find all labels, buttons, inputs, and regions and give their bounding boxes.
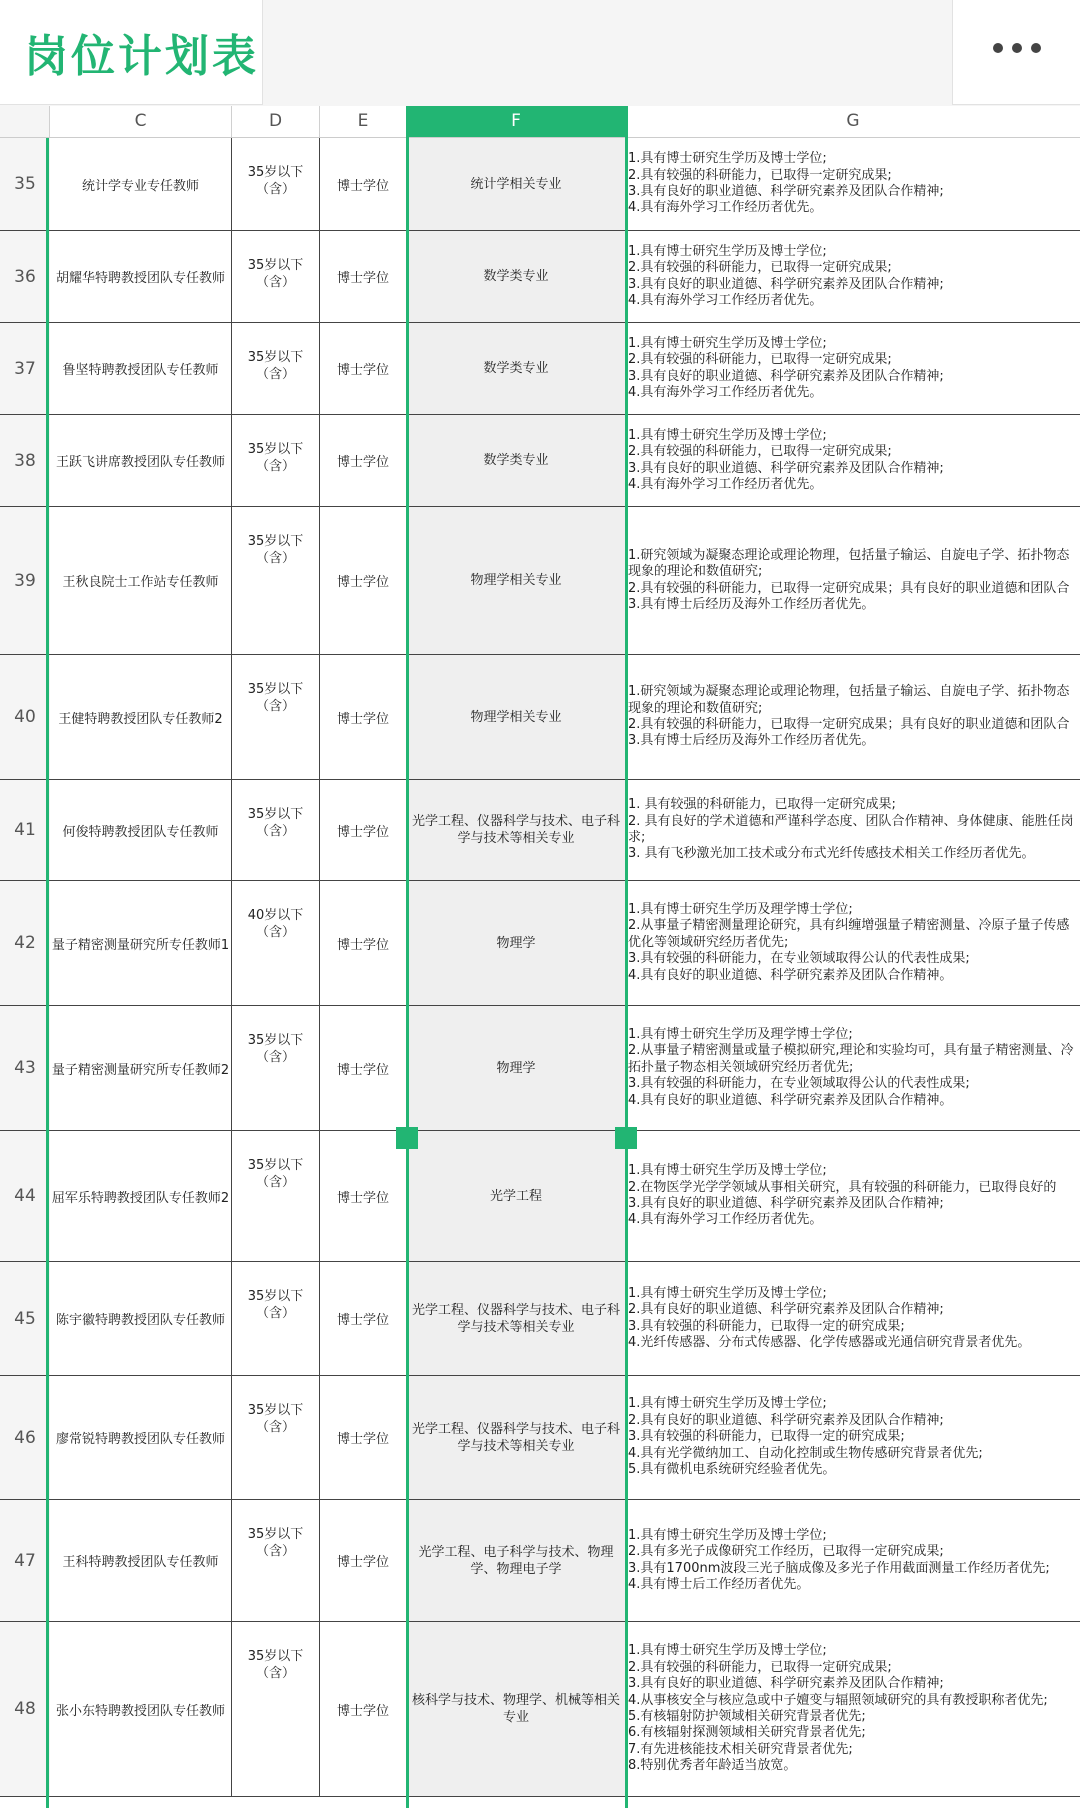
row-number[interactable]: 45 [0,1262,50,1375]
cell-position[interactable]: 王秋良院士工作站专任教师 [50,507,232,654]
more-icon [1031,43,1041,53]
requirements-text: 1.具有博士研究生学历及博士学位; 2.具有较强的科研能力，已取得一定研究成果; 3.具有良好的职业道德、科学研究素养及团队合作精神; 4.具有海外学习工作经历者优先。 [628,151,944,216]
requirements-text: 1.具有博士研究生学历及博士学位; 2.在物医学光学学领域从事相关研究，具有较强的科研能力，已取得良好的 3.具有良好的职业道德、科学研究素养及团队合作精神; 4.具有海外学习工作经历者优先。 [628,1163,1057,1228]
top-bar [0,0,1080,106]
cell-degree[interactable]: 博士学位 [320,231,407,322]
requirements-text: 1.具有博士研究生学历及博士学位; 2.具有多光子成像研究工作经历，已取得一定研究成果; 3.具有1700nm波段三光子脑成像及多光子作用截面测量工作经历者优先; 4.具有博士后工作经历者优先。 [628,1527,1050,1592]
cell-major[interactable]: 光学工程、电子科学与技术、物理学、物理电子学 [407,1500,626,1621]
requirements-text: 1.研究领域为凝聚态理论或理论物理，包括量子输运、自旋电子学、拓扑物态 现象的理论和数值研究; 2.具有较强的科研能力，已取得一定研究成果；具有良好的职业道德和团队合 3.具有博士后经历及海外工作经历者优先。 [628,684,1070,749]
row-number[interactable]: 44 [0,1131,50,1261]
requirements-text: 1.具有博士研究生学历及博士学位; 2.具有较强的科研能力，已取得一定研究成果; 3.具有良好的职业道德、科学研究素养及团队合作精神; 4.从事核安全与核应急或中子嬗变与辐照领域研究的具有教授职称者优先; 5.有核辐射防护领域相关研究背景者优先; 6.有核辐射探测领域相关研究背景者优先; 7.有先进核能技术相关研究背景者优先; 8.特别优秀者年龄适当放宽。 [628,1643,1048,1774]
cell-position[interactable]: 张小东特聘教授团队专任教师 [50,1622,232,1796]
row-number[interactable]: 39 [0,507,50,654]
table-row[interactable] [0,415,1080,507]
cell-position[interactable]: 陈宇徽特聘教授团队专任教师 [50,1262,232,1375]
table-row[interactable] [0,231,1080,323]
table-row[interactable] [0,1500,1080,1622]
cell-major[interactable]: 统计学相关专业 [407,138,626,230]
column-header-e[interactable]: E [320,106,407,137]
cell-degree[interactable]: 博士学位 [320,1622,407,1796]
sheet-title: 岗位计划表 [24,31,259,82]
cell-major[interactable]: 物理学 [407,881,626,1005]
column-header-g[interactable]: G [846,111,860,131]
cell-position[interactable]: 王跃飞讲席教授团队专任教师 [50,415,232,506]
row-number[interactable]: 47 [0,1500,50,1621]
more-icon [993,43,1003,53]
requirements-text: 1.具有博士研究生学历及博士学位; 2.具有较强的科研能力，已取得一定研究成果; 3.具有良好的职业道德、科学研究素养及团队合作精神; 4.具有海外学习工作经历者优先。 [628,335,944,400]
cell-age[interactable]: 35岁以下（含） [232,323,320,414]
more-icon [1012,43,1022,53]
cell-requirements[interactable] [626,1006,1080,1130]
cell-requirements[interactable] [626,415,1080,506]
cell-degree[interactable]: 博士学位 [320,1006,407,1130]
corner-cell[interactable] [0,106,50,137]
cell-age[interactable]: 35岁以下（含） [232,1131,320,1261]
cell-major[interactable]: 物理学相关专业 [407,507,626,654]
table-row[interactable] [0,1622,1080,1797]
cell-age[interactable]: 35岁以下（含） [232,1500,320,1621]
cell-position[interactable]: 王健特聘教授团队专任教师2 [50,655,232,779]
row-number[interactable]: 36 [0,231,50,322]
table-row[interactable] [0,1131,1080,1262]
cell-major[interactable]: 核科学与技术、物理学、机械等相关专业 [407,1622,626,1796]
cell-age[interactable]: 35岁以下（含） [232,655,320,779]
cell-degree[interactable]: 博士学位 [320,507,407,654]
cell-degree[interactable]: 博士学位 [320,1376,407,1499]
table-row[interactable] [0,507,1080,655]
cell-age[interactable]: 35岁以下（含） [232,1262,320,1375]
cell-age[interactable]: 35岁以下（含） [232,231,320,322]
row-number[interactable]: 41 [0,780,50,880]
selection-handle-right[interactable] [615,1127,637,1149]
column-header-bar [0,106,1080,138]
cell-position[interactable]: 量子精密测量研究所专任教师1 [50,881,232,1005]
cell-age[interactable]: 35岁以下（含） [232,1622,320,1796]
cell-age[interactable]: 35岁以下（含） [232,1376,320,1499]
table-row[interactable] [0,881,1080,1006]
table-row[interactable] [0,780,1080,881]
cell-degree[interactable]: 博士学位 [320,655,407,779]
cell-requirements[interactable] [626,138,1080,230]
row-number[interactable]: 35 [0,138,50,230]
requirements-text: 1.具有博士研究生学历及理学博士学位; 2.从事量子精密测量理论研究，具有纠缠增强量子精密测量、冷原子量子传感 优化等领域研究经历者优先; 3.具有较强的科研能力，在专业领域取得公认的代表性成果; 4.具有良好的职业道德、科学研究素养及团队合作精神。 [628,901,1070,983]
cell-age[interactable]: 35岁以下（含） [232,507,320,654]
requirements-text: 1.具有博士研究生学历及博士学位; 2.具有良好的职业道德、科学研究素养及团队合作精神; 3.具有较强的科研能力，已取得一定的研究成果; 4.具有光学微纳加工、自动化控制或生物传感研究背景者优先; 5.具有微机电系统研究经验者优先。 [628,1396,983,1478]
cell-requirements[interactable] [626,231,1080,322]
row-number[interactable]: 43 [0,1006,50,1130]
cell-age[interactable]: 40岁以下（含） [232,881,320,1005]
cell-major[interactable]: 光学工程 [407,1131,626,1261]
cell-position[interactable]: 统计学专业专任教师 [50,138,232,230]
cell-position[interactable]: 胡耀华特聘教授团队专任教师 [50,231,232,322]
cell-requirements[interactable] [626,507,1080,654]
column-header-d[interactable]: D [232,106,320,137]
cell-age[interactable]: 35岁以下（含） [232,780,320,880]
cell-position[interactable]: 王科特聘教授团队专任教师 [50,1500,232,1621]
requirements-text: 1.具有博士研究生学历及博士学位; 2.具有较强的科研能力，已取得一定研究成果; 3.具有良好的职业道德、科学研究素养及团队合作精神; 4.具有海外学习工作经历者优先。 [628,243,944,308]
row-number[interactable]: 37 [0,323,50,414]
table-row[interactable] [0,138,1080,231]
cell-major[interactable]: 物理学 [407,1006,626,1130]
row-number[interactable]: 40 [0,655,50,779]
cell-position[interactable]: 屈军乐特聘教授团队专任教师2 [50,1131,232,1261]
requirements-text: 1.研究领域为凝聚态理论或理论物理，包括量子输运、自旋电子学、拓扑物态 现象的理论和数值研究; 2.具有较强的科研能力，已取得一定研究成果；具有良好的职业道德和团队合 3.具有博士后经历及海外工作经历者优先。 [628,547,1070,612]
selection-border-f-left [406,106,409,1808]
cell-major[interactable]: 物理学相关专业 [407,655,626,779]
cell-degree[interactable]: 博士学位 [320,138,407,230]
cell-requirements[interactable] [626,655,1080,779]
cell-age[interactable]: 35岁以下（含） [232,1006,320,1130]
cell-degree[interactable]: 博士学位 [320,780,407,880]
requirements-text: 1.具有博士研究生学历及博士学位; 2.具有较强的科研能力，已取得一定研究成果; 3.具有良好的职业道德、科学研究素养及团队合作精神; 4.具有海外学习工作经历者优先。 [628,427,944,492]
row-number[interactable]: 38 [0,415,50,506]
selection-border-left [46,138,49,1808]
cell-requirements[interactable] [626,1622,1080,1796]
requirements-text: 1. 具有较强的科研能力，已取得一定研究成果; 2. 具有良好的学术道德和严谨科学态度、团队合作精神、身体健康、能胜任岗 求; 3. 具有飞秒激光加工技术或分布式光纤传感技术相关工作经历者优先。 [628,797,1074,862]
table-row[interactable] [0,655,1080,780]
more-menu-button[interactable] [952,0,1080,105]
spreadsheet-grid[interactable] [0,138,1080,1808]
cell-major[interactable]: 光学工程、仪器科学与技术、电子科学与技术等相关专业 [407,1376,626,1499]
table-row[interactable] [0,1376,1080,1500]
row-number[interactable]: 46 [0,1376,50,1499]
cell-position[interactable]: 何俊特聘教授团队专任教师 [50,780,232,880]
title-tab[interactable] [0,0,263,105]
row-number[interactable]: 42 [0,881,50,1005]
column-header-f[interactable]: F [407,106,626,137]
cell-position[interactable]: 鲁坚特聘教授团队专任教师 [50,323,232,414]
cell-degree[interactable]: 博士学位 [320,323,407,414]
table-row[interactable] [0,1006,1080,1131]
cell-requirements[interactable] [626,1376,1080,1499]
cell-age[interactable]: 35岁以下（含） [232,415,320,506]
cell-major[interactable]: 数学类专业 [407,323,626,414]
selection-border-f-right [625,106,628,1808]
cell-major[interactable]: 光学工程、仪器科学与技术、电子科学与技术等相关专业 [407,1262,626,1375]
requirements-text: 1.具有博士研究生学历及理学博士学位; 2.从事量子精密测量或量子模拟研究,理论和实验均可，具有量子精密测量、冷 拓扑量子物态相关领域研究经历者优先; 3.具有较强的科研能力，在专业领域取得公认的代表性成果; 4.具有良好的职业道德、科学研究素养及团队合作精神。 [628,1026,1074,1108]
cell-major[interactable]: 光学工程、仪器科学与技术、电子科学与技术等相关专业 [407,780,626,880]
cell-major[interactable]: 数学类专业 [407,415,626,506]
cell-age[interactable]: 35岁以下（含） [232,138,320,230]
column-header-c[interactable]: C [50,106,232,137]
cell-major[interactable]: 数学类专业 [407,231,626,322]
table-row[interactable] [0,323,1080,415]
row-number[interactable]: 48 [0,1622,50,1796]
cell-requirements[interactable] [626,881,1080,1005]
cell-requirements[interactable] [626,323,1080,414]
cell-requirements[interactable] [626,1131,1080,1261]
cell-degree[interactable]: 博士学位 [320,1131,407,1261]
table-row[interactable] [0,1262,1080,1376]
cell-degree[interactable]: 博士学位 [320,881,407,1005]
selection-handle-left[interactable] [396,1127,418,1149]
cell-degree[interactable]: 博士学位 [320,1262,407,1375]
cell-degree[interactable]: 博士学位 [320,1500,407,1621]
cell-degree[interactable]: 博士学位 [320,415,407,506]
cell-requirements[interactable] [626,1262,1080,1375]
cell-requirements[interactable] [626,780,1080,880]
cell-requirements[interactable] [626,1500,1080,1621]
cell-position[interactable]: 量子精密测量研究所专任教师2 [50,1006,232,1130]
requirements-text: 1.具有博士研究生学历及博士学位; 2.具有良好的职业道德、科学研究素养及团队合作精神; 3.具有较强的科研能力，已取得一定的研究成果; 4.光纤传感器、分布式传感器、化学传感器或光通信研究背景者优先。 [628,1285,1031,1350]
cell-position[interactable]: 廖常锐特聘教授团队专任教师 [50,1376,232,1499]
